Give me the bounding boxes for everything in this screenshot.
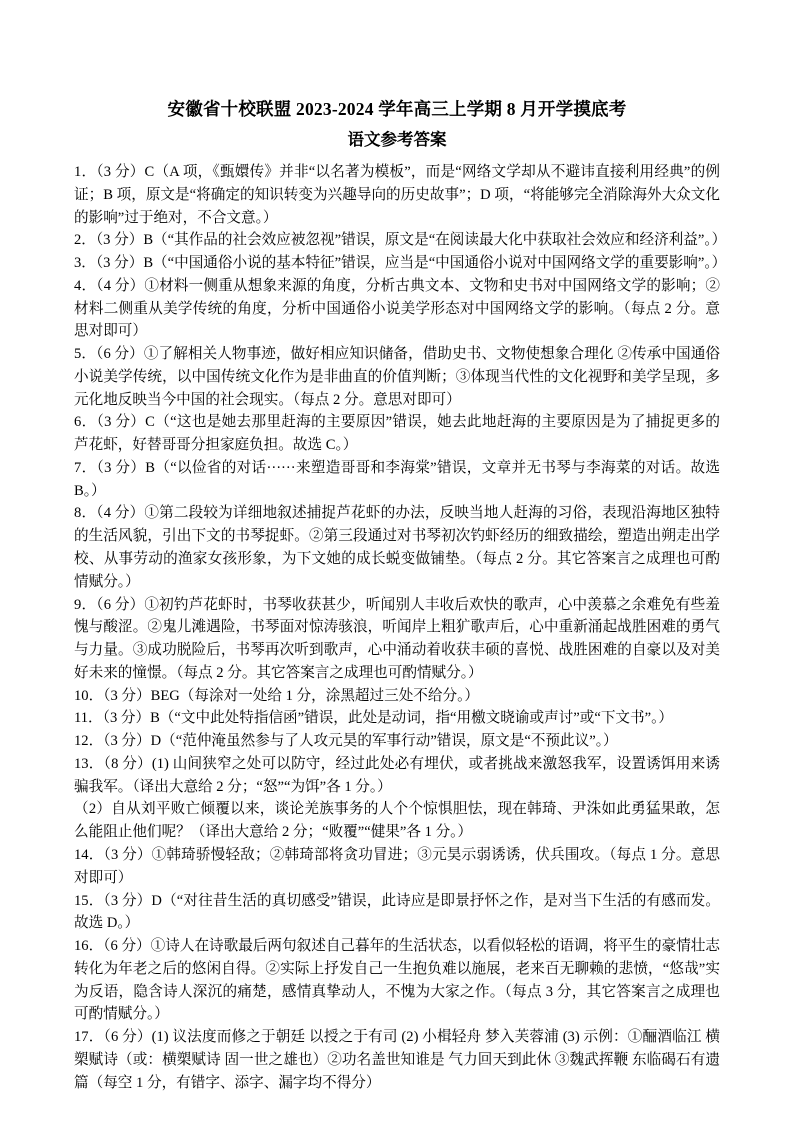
answer-paragraph: 16．（6 分）①诗人在诗歌最后两句叙述自己暮年的生活状态，以看似轻松的语调，将平生的豪情壮志转化为年老之后的悠闲自得。②实际上抒发自己一生抱负难以施展，老来百无聊赖的悲愤，“悠哉”实为反语，隐含诗人深沉的痛楚，感情真挚动人，不愧为大家之作。（每点 3 分，其它答案言之成理也可酌情赋分。） xyxy=(74,938,720,1023)
answer-paragraph: 2．（3 分）B（“其作品的社会效应被忽视”错误，原文是“在阅读最大化中获取社会效应和经济利益”。） xyxy=(74,232,727,249)
answer-paragraph: 3．（3 分）B（“中国通俗小说的基本特征”错误，应当是“中国通俗小说对中国网络文学的重要影响”。） xyxy=(74,255,727,272)
answer-paragraph: 10．（3 分）BEG（每涂对一处给 1 分，涂黑超过三处不给分。） xyxy=(74,687,479,704)
answer-paragraph: 13．（8 分）(1) 山间狭窄之处可以防守，经过此处必有埋伏，或者挑战来激怒我军，设置诱饵用来诱骗我军。（译出大意给 2 分；“怒”“为饵”各 1 分。） xyxy=(74,755,720,795)
answer-paragraph: 14．（3 分）①韩琦骄慢轻敌；②韩琦部将贪功冒进；③元昊示弱诱诱，伏兵围攻。（每点 1 分。意思对即可） xyxy=(74,846,720,886)
answer-paragraph: 17．（6 分）(1) 议法度而修之于朝廷 以授之于有司 (2) 小楫轻舟 梦入芙蓉浦 (3) 示例：①酾酒临江 横槊赋诗（或：横槊赋诗 固一世之雄也）②功名盖世知谁是 气力回天到此休 ③魏武挥鞭 东临碣石有遗篇（每空 1 分，有错字、添字、漏字均不得分） xyxy=(74,1029,720,1091)
page-subtitle: 语文参考答案 xyxy=(347,130,447,150)
answer-paragraph: 9．（6 分）①初钓芦花虾时，书琴收获甚少，听闻别人丰收后欢快的歌声，心中羡慕之余难免有些羞愧与酸涩。②鬼儿滩遇险，书琴面对惊涛骇浪，听闻岸上粗犷歌声后，心中重新涌起战胜困难的勇气与力量。③成功脱险后，书琴再次听到歌声，心中涌动着收获丰硕的喜悦、战胜困难的自豪以及对美好未来的憧憬。（每点 2 分。其它答案言之成理也可酌情赋分。） xyxy=(74,596,720,681)
answer-paragraph: （2）自从刘平败亡倾覆以来，谈论羌族事务的人个个惊惧胆怯，现在韩琦、尹洙如此勇猛果敢，怎么能阻止他们呢？（译出大意给 2 分；“败覆”“健果”各 1 分。） xyxy=(74,801,720,841)
answer-paragraph: 1．（3 分）C（A 项，《甄嬛传》并非“以名著为模板”，而是“网络文学却从不避讳直接利用经典”的例证；B 项，原文是“将确定的知识转变为兴趣导向的历史故事”；D 项，“将能够完全消除海外大众文化的影响”过于绝对，不合文意。） xyxy=(74,164,720,226)
answer-paragraph: 4．（4 分）①材料一侧重从想象来源的角度，分析古典文本、文物和史书对中国网络文学的影响；②材料二侧重从美学传统的角度，分析中国通俗小说美学形态对中国网络文学的影响。（每点 2 分。意思对即可） xyxy=(74,277,720,340)
answer-paragraph: 12．（3 分）D（“范仲淹虽然参与了人攻元昊的军事行动”错误，原文是“不预此议”。） xyxy=(74,733,618,750)
answer-paragraph: 6．（3 分）C（“这也是她去那里赶海的主要原因”错误，她去此地赶海的主要原因是为了捕捉更多的芦花虾，好替哥哥分担家庭负担。故选 C。） xyxy=(74,414,720,454)
answer-paragraph: 11．（3 分）B（“文中此处特指信函”错误，此处是动词，指“用檄文晓谕或声讨”或“下文书”。） xyxy=(74,710,673,727)
answer-paragraph: 7．（3 分）B（“以俭省的对话······来塑造哥哥和李海棠”错误，文章并无书琴与李海菜的对话。故选 B。） xyxy=(74,459,720,499)
answer-paragraph: 8．（4 分）①第二段较为详细地叙述捕捉芦花虾的办法，反映当地人赶海的习俗，表现沿海地区独特的生活风貌，引出下文的书琴捉虾。②第三段通过对书琴初次钓虾经历的细致描绘，塑造出朔走出学校、从事劳动的渔家女孩形象，为下文她的成长蜕变做铺垫。（每点 2 分。其它答案言之成理也可酌情赋分。） xyxy=(74,505,720,590)
page-title: 安徽省十校联盟 2023-2024 学年高三上学期 8 月开学摸底考 xyxy=(167,99,627,119)
answer-paragraph: 5．（6 分）①了解相关人物事迹，做好相应知识储备，借助史书、文物使想象合理化 ②传承中国通俗小说美学传统，以中国传统文化作为是非曲直的价值判断；③体现当代性的文化视野和美学呈现，多元化地反映当今中国的社会现实。（每点 2 分。意思对即可） xyxy=(74,346,720,408)
answer-key-body xyxy=(74,161,727,1094)
answer-paragraph: 15．（3 分）D（“对往昔生活的真切感受”错误，此诗应是即景抒怀之作，是对当下生活的有感而发。故选 D。） xyxy=(74,892,720,932)
